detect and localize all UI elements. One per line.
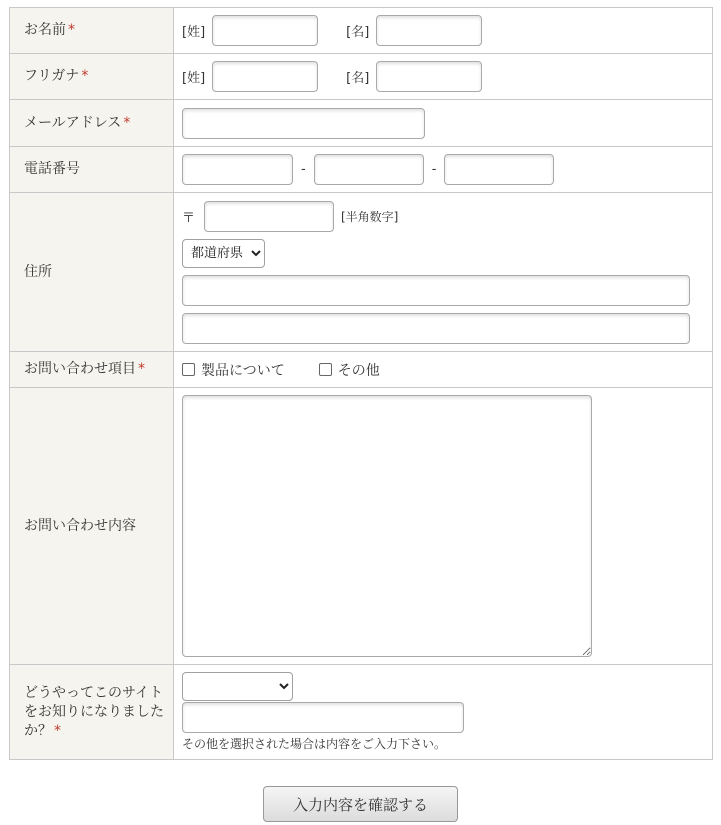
inquiry-content-header — [10, 388, 174, 665]
contact-form-table — [9, 7, 713, 760]
name-header — [10, 8, 174, 54]
furigana-sei-input[interactable] — [212, 61, 318, 92]
furigana-mei-label: [名] — [346, 71, 370, 86]
confirm-submit-button[interactable]: 入力内容を確認する — [263, 786, 458, 822]
email-input[interactable] — [182, 108, 425, 139]
inquiry-type-label: お問い合わせ項目 — [24, 361, 136, 377]
name-mei-input[interactable] — [376, 15, 482, 46]
referral-note: その他を選択された場合は内容をご入力下さい。 — [182, 737, 447, 751]
inquiry-content-row — [10, 388, 713, 665]
furigana-sei-label: [姓] — [182, 71, 206, 86]
furigana-label: フリガナ — [24, 68, 80, 84]
phone-header — [10, 147, 174, 193]
inquiry-option-label: その他 — [337, 362, 380, 379]
sei-label: [姓] — [182, 25, 206, 40]
referral-header — [10, 665, 174, 760]
required-mark: * — [138, 361, 145, 377]
address-line2-input[interactable] — [182, 313, 690, 344]
phone-label: 電話番号 — [24, 161, 80, 177]
postal-code-input[interactable] — [204, 201, 334, 232]
inquiry-option-product[interactable] — [182, 360, 285, 380]
email-header — [10, 100, 174, 147]
inquiry-option-other[interactable] — [319, 360, 380, 380]
phone-row — [10, 147, 713, 193]
checkbox[interactable] — [319, 363, 332, 376]
referral-row — [10, 665, 713, 760]
phone-separator: - — [431, 162, 437, 177]
required-mark: * — [54, 722, 61, 739]
address-row — [10, 193, 713, 352]
inquiry-type-row — [10, 352, 713, 388]
postal-note: [半角数字] — [341, 210, 399, 224]
inquiry-type-header — [10, 352, 174, 388]
inquiry-content-label: お問い合わせ内容 — [24, 517, 136, 534]
phone-separator: - — [301, 162, 306, 177]
email-row — [10, 100, 713, 147]
furigana-header — [10, 54, 174, 100]
phone-part3-input[interactable] — [444, 154, 554, 185]
required-mark: * — [123, 114, 131, 131]
phone-part1-input[interactable] — [182, 154, 293, 185]
address-line1-input[interactable] — [182, 275, 690, 306]
required-mark: * — [81, 68, 89, 84]
furigana-mei-input[interactable] — [376, 61, 482, 92]
email-label: メールアドレス — [24, 114, 122, 131]
phone-part2-input[interactable] — [314, 154, 424, 185]
required-mark: * — [68, 22, 75, 38]
address-header — [10, 193, 174, 352]
name-sei-input[interactable] — [212, 15, 318, 46]
postal-mark: 〒 — [182, 211, 196, 226]
referral-select[interactable] — [182, 672, 293, 701]
referral-label: どうやってこのサイトをお知りになりましたか？ — [24, 684, 164, 739]
furigana-row — [10, 54, 713, 100]
referral-other-input[interactable] — [182, 702, 464, 733]
address-label: 住所 — [24, 263, 52, 280]
mei-label: [名] — [346, 25, 370, 40]
checkbox[interactable] — [182, 363, 195, 376]
name-row — [10, 8, 713, 54]
inquiry-content-textarea[interactable] — [182, 395, 592, 657]
prefecture-select[interactable] — [182, 239, 265, 268]
inquiry-option-label: 製品について — [201, 362, 285, 379]
name-label: お名前 — [24, 22, 66, 38]
